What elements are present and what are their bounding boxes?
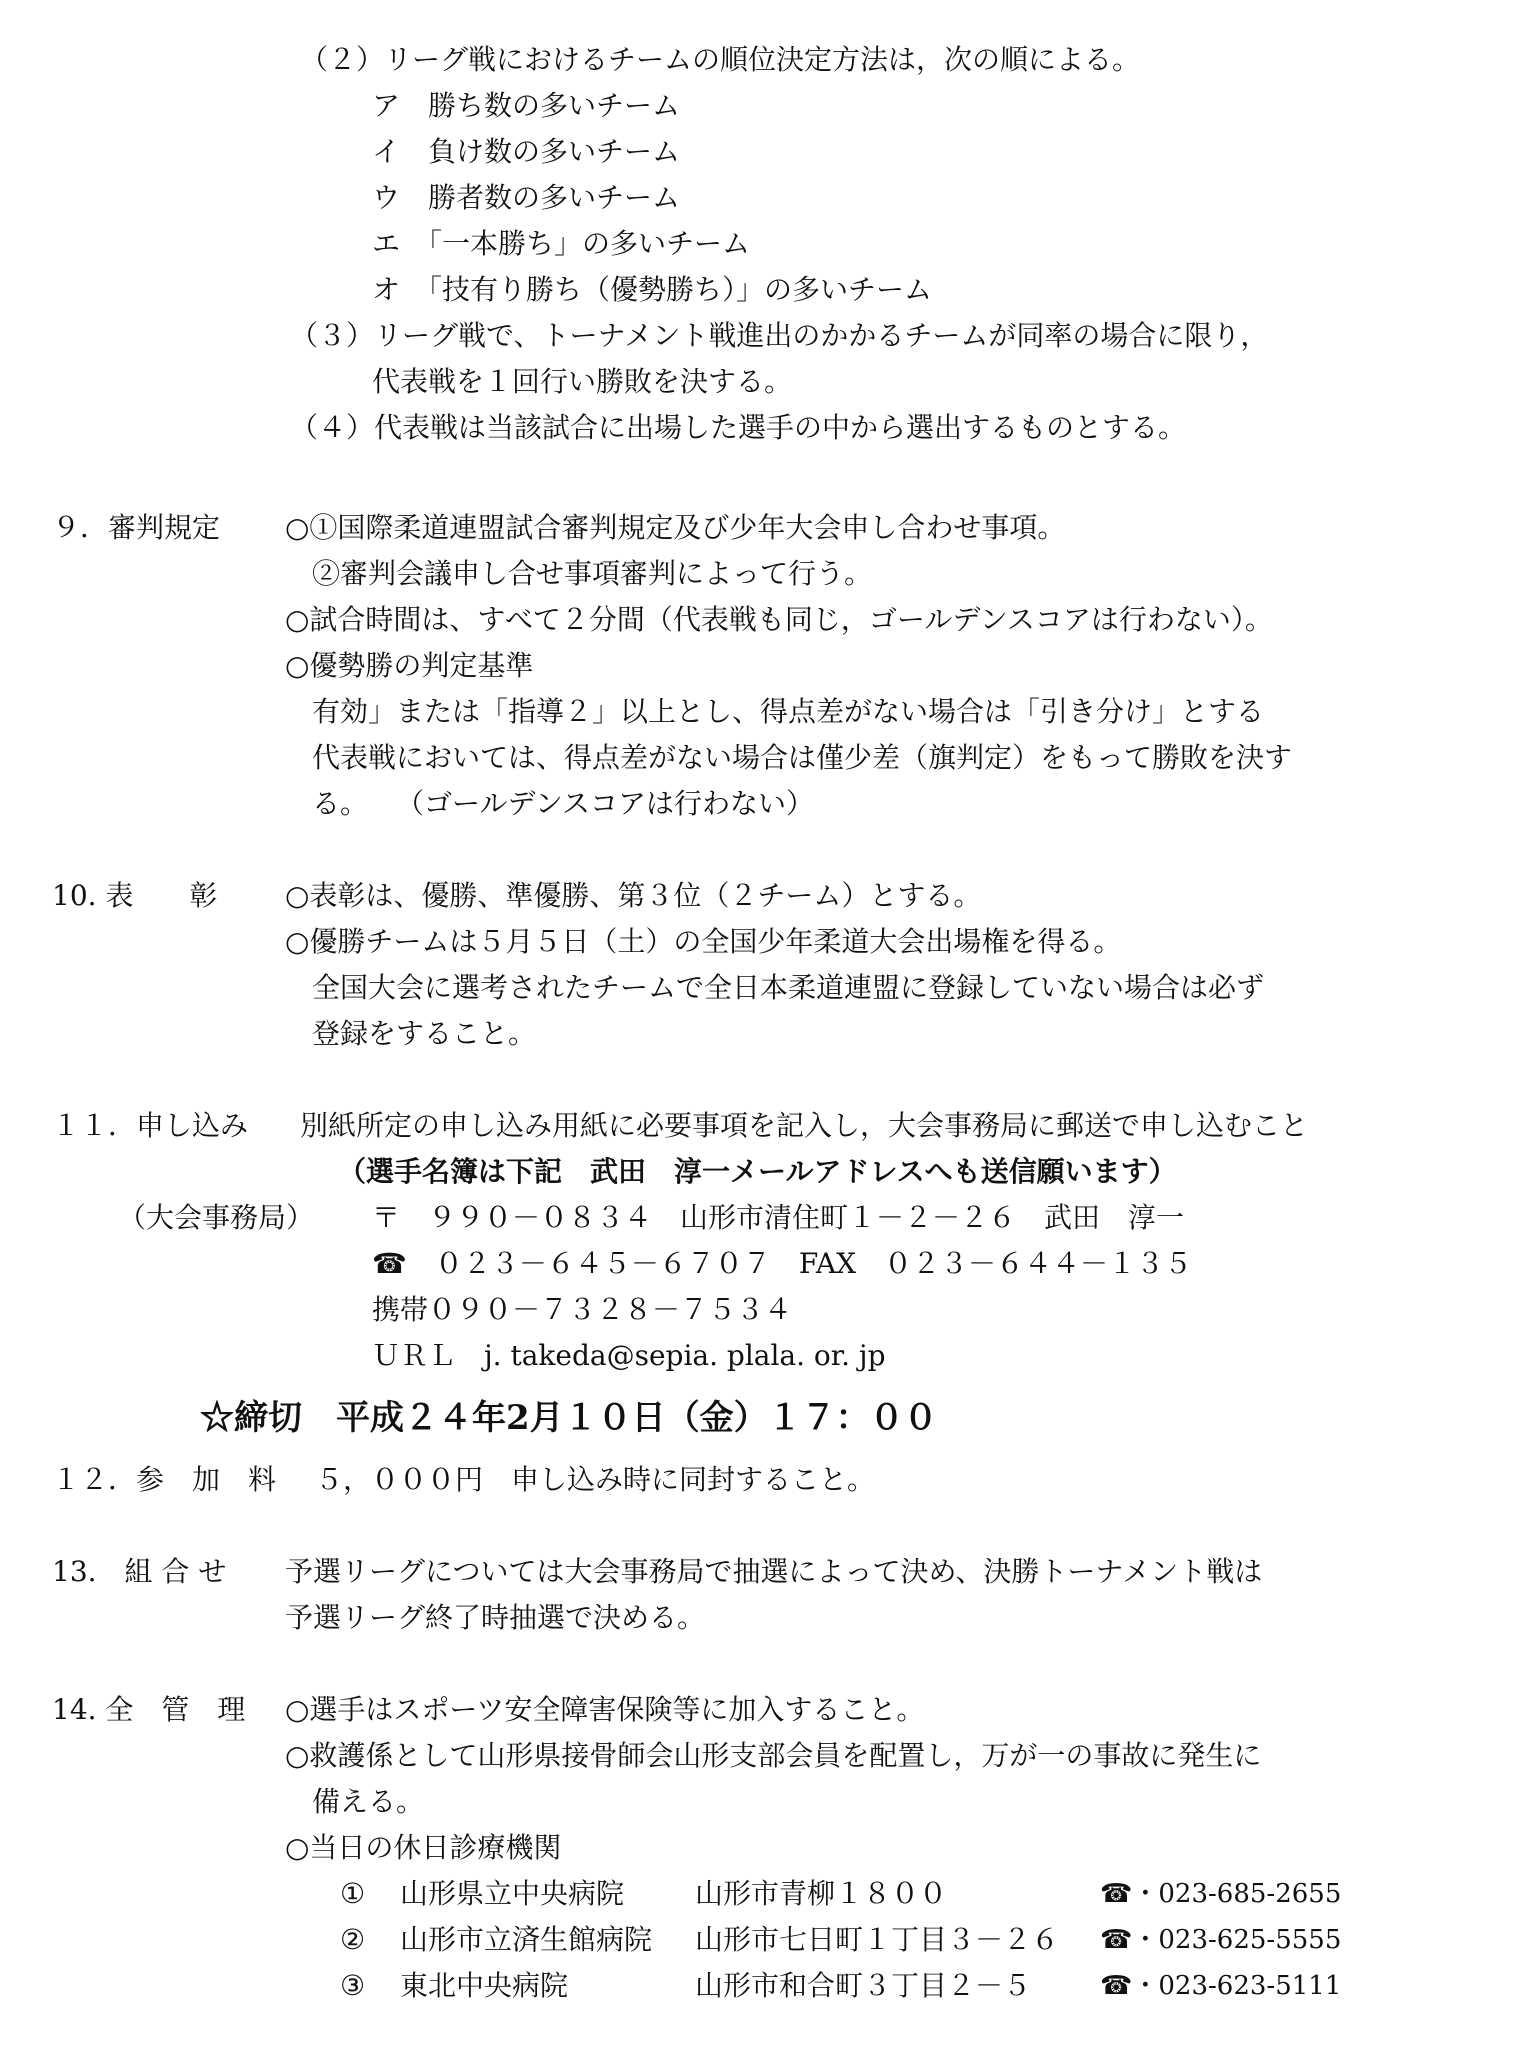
draw-rule-1: 予選リーグについては大会事務局で抽選によって決め、決勝トーナメント戦は (285, 1555, 1263, 1588)
awards-rule-1: ○表彰は、優勝、準優勝、第３位（２チーム）とする。 (285, 879, 982, 912)
awards-rule-4: 登録をすること。 (312, 1017, 537, 1050)
awards-rule-2: ○優勝チームは５月５日（土）の全国少年柔道大会出場権を得る。 (285, 925, 1122, 958)
hospital-address: 山形市七日町１丁目３－２６ (695, 1923, 1060, 1956)
section-11-label: １１．申し込み (52, 1109, 249, 1142)
match-time-rule: ○試合時間は、すべて２分間（代表戦も同じ，ゴールデンスコアは行わない）。 (285, 603, 1273, 636)
league-ranking-heading: （２）リーグ戦におけるチームの順位決定方法は，次の順による。 (300, 43, 1141, 76)
tiebreak-rule-line1: （３）リーグ戦で、トーナメント戦進出のかかるチームが同率の場合に限り， (290, 319, 1269, 352)
judging-rule-1: ○①国際柔道連盟試合審判規定及び少年大会申し合わせ事項。 (285, 511, 1066, 544)
office-label: （大会事務局） (118, 1201, 315, 1234)
section-9-label: ９．審判規定 (52, 511, 221, 544)
hospital-number: ② (340, 1923, 366, 1956)
ranking-item-u: ウ 勝者数の多いチーム (372, 181, 681, 214)
application-deadline: ☆締切 平成２４年2月１０日（金）１７：００ (200, 1398, 938, 1438)
decision-criteria-3: る。 （ゴールデンスコアは行わない） (312, 787, 815, 820)
awards-rule-3: 全国大会に選考されたチームで全日本柔道連盟に登録していない場合は必ず (312, 971, 1265, 1004)
hospital-number: ① (340, 1877, 366, 1910)
entry-fee: ５，０００円 申し込み時に同封すること。 (315, 1463, 876, 1496)
safety-rule-1: ○選手はスポーツ安全障害保険等に加入すること。 (285, 1693, 925, 1726)
section-10-label: 10. 表 彰 (52, 879, 218, 912)
draw-rule-2: 予選リーグ終了時抽選で決める。 (285, 1601, 706, 1634)
office-tel-fax: ☎ ０２３－６４５－６７０７ FAX ０２３－６４４－１３５ (372, 1247, 1193, 1280)
hospital-name: 東北中央病院 (400, 1969, 569, 2002)
ranking-item-a: ア 勝ち数の多いチーム (372, 89, 681, 122)
hospital-address: 山形市青柳１８００ (695, 1877, 948, 1910)
safety-rule-3: 備える。 (312, 1785, 425, 1818)
holiday-clinics-heading: ○当日の休日診療機関 (285, 1831, 562, 1864)
office-email: ＵＲＬ j. takeda@sepia. plala. or. jp (372, 1339, 886, 1372)
hospital-phone: ☎・023-625-5555 (1100, 1925, 1342, 1955)
decision-criteria-heading: ○優勢勝の判定基準 (285, 649, 534, 682)
hospital-name: 山形県立中央病院 (400, 1877, 625, 1910)
tiebreak-rule-line2: 代表戦を１回行い勝敗を決する。 (372, 365, 793, 398)
ranking-item-i: イ 負け数の多いチーム (372, 135, 681, 168)
hospital-name: 山形市立済生館病院 (400, 1923, 653, 1956)
judging-rule-2: ②審判会議申し合せ事項審判によって行う。 (312, 557, 873, 590)
decision-criteria-1: 有効」または「指導２」以上とし、得点差がない場合は「引き分け」とする (312, 695, 1265, 728)
application-instructions: 別紙所定の申し込み用紙に必要事項を記入し，大会事務局に郵送で申し込むこと (300, 1109, 1309, 1142)
section-14-label: 14. 全 管 理 (52, 1693, 246, 1726)
section-12-label: １２．参 加 料 (52, 1463, 277, 1496)
section-13-label: 13. 組 合 せ (52, 1555, 227, 1588)
ranking-item-o: オ 「技有り勝ち（優勢勝ち）」の多いチーム (372, 273, 933, 306)
office-mobile: 携帯０９０－７３２８－７５３４ (372, 1293, 793, 1326)
hospital-address: 山形市和合町３丁目２－５ (695, 1969, 1032, 2002)
office-address: 〒 ９９０－０８３４ 山形市清住町１－２－２６ 武田 淳一 (372, 1201, 1185, 1234)
hospital-phone: ☎・023-623-5111 (1100, 1971, 1342, 2001)
representative-match-rule: （４）代表戦は当該試合に出場した選手の中から選出するものとする。 (290, 411, 1187, 444)
hospital-phone: ☎・023-685-2655 (1100, 1879, 1342, 1909)
decision-criteria-2: 代表戦においては、得点差がない場合は僅少差（旗判定）をもって勝敗を決す (312, 741, 1293, 774)
ranking-item-e: エ 「一本勝ち」の多いチーム (372, 227, 751, 260)
roster-email-note: （選手名簿は下記 武田 淳一メールアドレスへも送信願います） (338, 1155, 1177, 1188)
hospital-number: ③ (340, 1969, 366, 2002)
safety-rule-2: ○救護係として山形県接骨師会山形支部会員を配置し，万が一の事故に発生に (285, 1739, 1262, 1772)
